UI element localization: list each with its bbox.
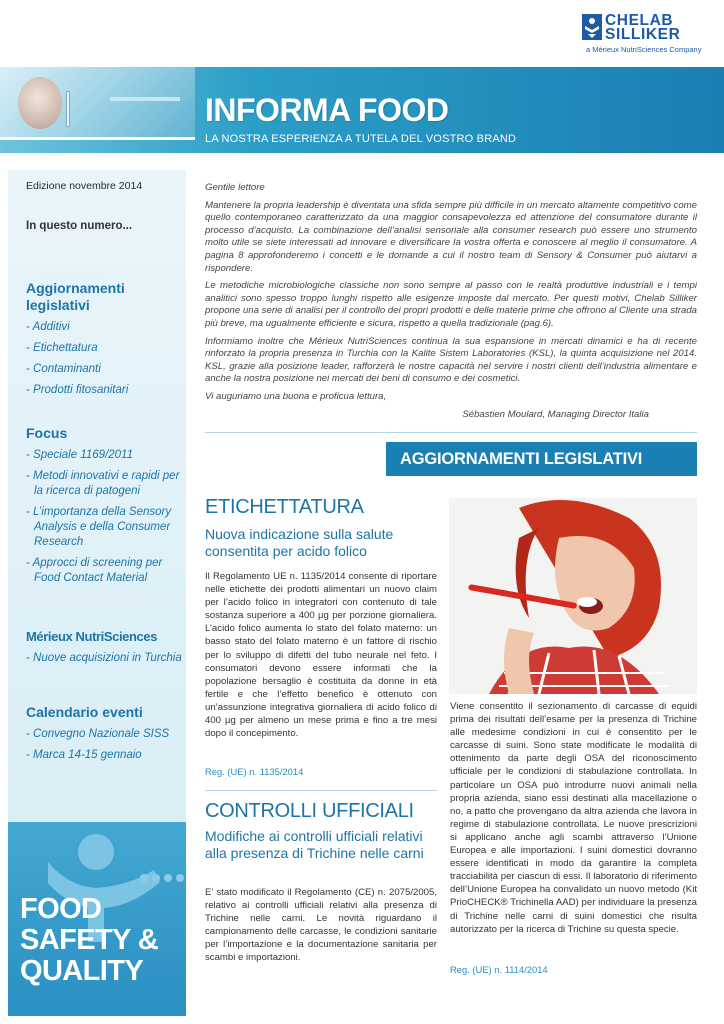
- letter-closing: Vi auguriamo una buona e proficua lettura,: [205, 390, 387, 402]
- sidebar-heading: Calendario eventi: [26, 704, 143, 720]
- letter-greeting: Gentile lettore: [205, 182, 265, 193]
- letter-signature: Sébastien Moulard, Managing Director Italia: [462, 408, 649, 420]
- controlli-body: E’ stato modificato il Regolamento (CE) n. 2075/2005, relativo ai controlli ufficiali relativi alla presenza di Trichine nelle carni. Le novità riguardano il campionamento delle carcasse, le condizioni sanitarie per l’importazione e la documentazione sanitaria per scambi e importazioni.: [205, 887, 437, 964]
- editorial-letter: [205, 182, 697, 426]
- sidebar-item-turchia[interactable]: - Nuove acquisizioni in Turchia: [26, 652, 182, 664]
- scientist-face: [18, 77, 62, 129]
- controlli-ref-link[interactable]: Reg. (UE) n. 1114/2014: [450, 964, 548, 975]
- logo-mark-icon: [582, 14, 602, 40]
- test-tube: [66, 91, 70, 127]
- etichettatura-title: ETICHETTATURA: [205, 496, 364, 518]
- sidebar-item-marca[interactable]: - Marca 14-15 gennaio: [26, 749, 142, 761]
- newsletter-title: INFORMA FOOD: [205, 92, 449, 128]
- letter-paragraph: Mantenere la propria leadership è diventata una sfida sempre più difficile in un mercato altamente competitivo come quello contemporaneo caratterizzato da una maggior consapevolezza ed attenzione del consumatore durante il processo d’acquisto. La combinazione dell’analisi sensoriale alla consumer research può essere uno strumento molto utile se siete interessati ad innovare e diversificare la vostra offerta e conoscere al meglio il consumatore. A pagina 8 approfonderemo i concetti e le domande a cui il nostro team di Sensory & Consumer può aiutarvi a rispondere.: [205, 199, 697, 274]
- sidebar-item-screening[interactable]: - Approcci di screening per Food Contact Material: [26, 557, 163, 584]
- badge-line-3: QUALITY: [20, 955, 144, 987]
- controlli-continued-body: Viene consentito il sezionamento di carcasse di equidi prima dei risultati dell’esame per la presenza di Trichine alle medesime condizioni in cui è consentito per le carcasse di suini. Sono state modificate le modalità di ottenimento da parte degli OSA del riconoscimento ufficiale per le condizioni di stabulazione controllata. In particolare un OSA può introdurre nuovi animali nella propria azienda, siano essi destinati alla macellazione o no, a patto che provengano da altra azienda che lavora in regime di stabulazione controllata. Le nuove prescrizioni si applicano anche agli scambi attraverso l’Unione Europea e alle importazioni. I suini domestici dovranno essere identificati in modo da garantire la completa tracciabilità per ciascun di essi. Il laboratorio di riferimento dell’Unione Europea ha convalidato un nuovo metodo (Kit PrioCHECK® Trichinella AAD) per individuare la presenza di Trichine nelle carni di suini domestici che risulta autorizzato per la ricerca di Trichine su questa specie.: [450, 701, 697, 935]
- sidebar-heading: Aggiornamenti legislativi: [26, 280, 125, 313]
- badge-line-2: SAFETY &: [20, 924, 159, 956]
- article-divider: [205, 790, 437, 791]
- controlli-title: CONTROLLI UFFICIALI: [205, 800, 414, 822]
- section-bar: [386, 442, 697, 476]
- logo-line-2: SILLIKER: [605, 26, 681, 43]
- newsletter-subtitle: LA NOSTRA ESPERIENZA A TUTELA DEL VOSTRO BRAND: [205, 133, 517, 145]
- header-band: [0, 67, 724, 153]
- sidebar-item-additivi[interactable]: - Additivi: [26, 321, 70, 333]
- sidebar-section-aggiornamenti: [26, 280, 186, 398]
- sidebar-item-contaminanti[interactable]: - Contaminanti: [26, 363, 101, 375]
- sidebar-item-sensory[interactable]: - L’importanza della Sensory Analysis e della Consumer Research: [26, 506, 172, 548]
- sidebar-item-speciale[interactable]: - Speciale 1169/2011: [26, 449, 133, 461]
- sidebar-item-fitosanitari[interactable]: - Prodotti fitosanitari: [26, 384, 129, 396]
- sidebar-item-etichettatura[interactable]: - Etichettatura: [26, 342, 98, 354]
- chelab-silliker-logo: [582, 12, 710, 58]
- sidebar-section-merieux: [26, 628, 186, 666]
- sidebar-heading: Focus: [26, 425, 68, 441]
- letter-paragraph: Informiamo inoltre che Mérieux NutriSciences continua la sua espansione in mercati dinamici e ha di recente rinforzato la propria presenza in Turchia con la Kalite Sistem Laboratories (KSL), la quinta acquisizione nel 2014. KSL, grazie alla posizione leader, rafforzerà le nostre capacità nel servire i nostri clienti dell’industria alimentare e anche la nostra posizione nei mercati dei beni di consumo e dei cosmetici.: [205, 335, 697, 385]
- header-divider: [0, 137, 195, 140]
- controlli-subtitle: Modifiche ai controlli ufficiali relativi alla presenza di Trichine nelle carni: [205, 828, 424, 861]
- section-bar-label: AGGIORNAMENTI LEGISLATIVI: [400, 450, 643, 468]
- badge-line-1: FOOD: [20, 893, 102, 925]
- edition-label: Edizione novembre 2014: [26, 180, 143, 192]
- letter-paragraph: Le metodiche microbiologiche classiche non sono sempre al passo con le realtà produttive industriali e i tempi analitici sono spesso troppo lunghi rispetto alle esigenze imposte dal mercato. Per questi motivi, Chelab Silliker propone una serie di analisi per il controllo dei propri prodotti e delle materie prime che offrono al Cliente una strada più breve, ma ugualmente efficiente e sicura, rispetto a quella tradizionale (pag.6).: [205, 280, 697, 329]
- section-divider: [205, 432, 697, 433]
- woman-eating-photo: [449, 498, 697, 694]
- etichettatura-ref-link[interactable]: Reg. (UE) n. 1135/2014: [205, 766, 304, 777]
- sidebar-section-focus: [26, 425, 186, 586]
- lab-glassware: [110, 97, 180, 101]
- etichettatura-subtitle: Nuova indicazione sulla salute consentita per acido folico: [205, 526, 394, 559]
- header-lab-photo: [0, 67, 195, 137]
- sidebar-heading: Mérieux NutriSciences: [26, 629, 158, 644]
- logo-line-1: CHELAB: [605, 12, 674, 29]
- contents-heading: In questo numero...: [26, 220, 133, 232]
- sidebar-section-calendario: [26, 704, 186, 763]
- etichettatura-body: Il Regolamento UE n. 1135/2014 consente di riportare nelle etichette dei prodotti alimentari un nuovo claim per l’acido folico in integratori con contenuto di tale sostanza superiore a 400 µg per porzione giornaliera. L’acido folico aumenta lo stato del folato materno: un basso stato del folato materno è un fattore di rischio per lo sviluppo di difetti del tubo neurale nel feto. I consumatori devono essere informati che la popolazione bersaglio è costituita da donne in età fertile e che l’effetto benefico è ottenuto con un’assunzione integrativa giornaliera di acido folico di 400 µg per almeno un mese prima e fino a tre mesi dopo il concepimento.: [205, 571, 437, 740]
- food-safety-quality-badge: [8, 822, 186, 1016]
- badge-text: [20, 894, 158, 987]
- woman-eating-illustration: [449, 498, 697, 694]
- sidebar-item-convegno[interactable]: - Convegno Nazionale SISS: [26, 728, 170, 740]
- sidebar-item-metodi[interactable]: - Metodi innovativi e rapidi per la ricerca di patogeni: [26, 470, 180, 497]
- logo-tagline: a Mérieux NutriSciences Company: [586, 45, 702, 54]
